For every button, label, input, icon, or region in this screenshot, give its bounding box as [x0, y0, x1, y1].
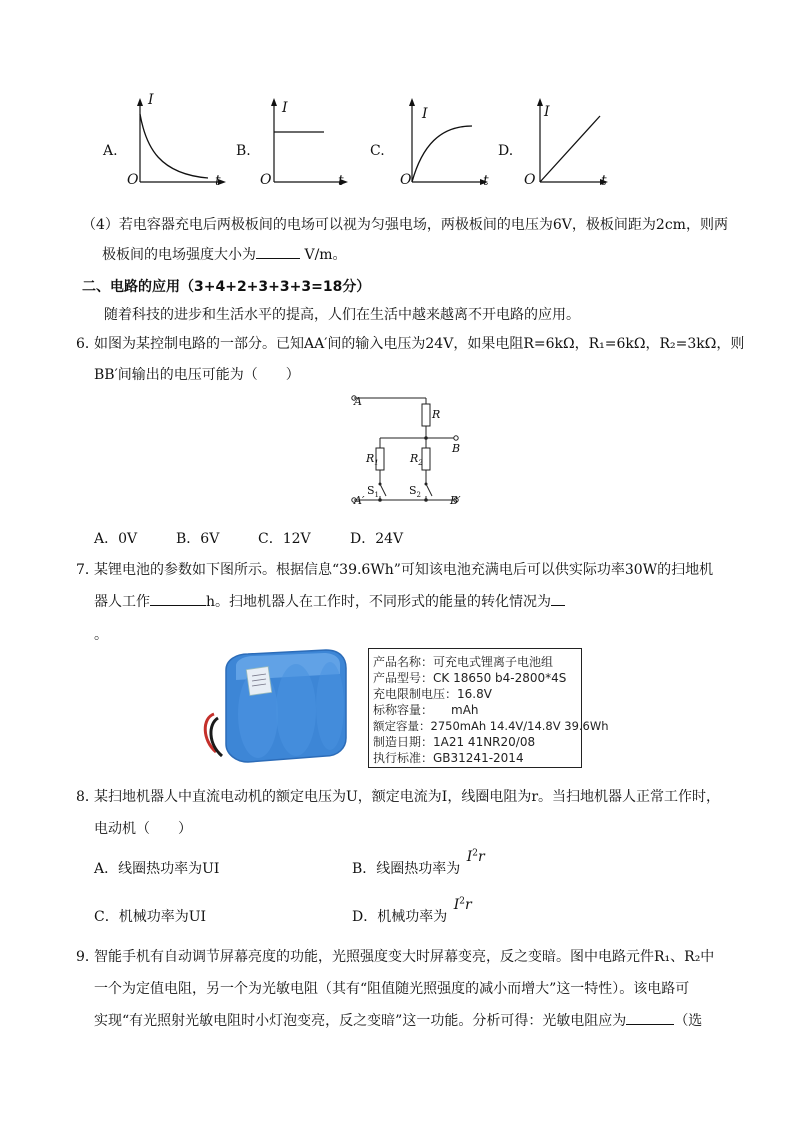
q8-option-b[interactable]: B．线圈热功率为 $I^2r$: [352, 848, 485, 877]
graph-a-y-label: I: [148, 92, 154, 108]
q8-option-c[interactable]: C．机械功率为UI: [94, 909, 207, 925]
q7-line3: 。: [94, 627, 108, 643]
q7-number: 7．: [76, 562, 99, 578]
circuit-label-R2: $R_2$: [410, 452, 423, 468]
q8-number: 8．: [76, 789, 99, 805]
nameplate-line-manufacture-date: 制造日期：1A21 41NR20/08: [373, 735, 536, 749]
q7-energy-blank[interactable]: [551, 591, 565, 606]
circuit-label-B-prime: B′: [450, 494, 461, 507]
q8-line1: 某扫地机器人中直流电动机的额定电压为U，额定电流为I，线圈电阻为r。当扫地机器人正常工作时，: [94, 789, 721, 805]
graph-a-label: A.: [103, 143, 118, 159]
q9-answer-blank[interactable]: [626, 1010, 674, 1025]
q6-number: 6．: [76, 336, 99, 352]
circuit-label-A: A: [354, 395, 362, 408]
graph-a-x-label: t: [215, 173, 221, 189]
q4-answer-blank[interactable]: [256, 244, 300, 259]
q9-line1: 智能手机有自动调节屏幕亮度的功能，光照强度变大时屏幕变亮，反之变暗。图中电路元件R₁、R₂中: [94, 949, 715, 965]
section-intro: 随着科技的进步和生活水平的提高，人们在生活中越来越离不开电路的应用。: [104, 307, 580, 323]
q7-hours-blank[interactable]: [150, 591, 206, 606]
graph-b-label: B.: [236, 143, 251, 159]
q9-line3-rest: （选: [674, 1013, 703, 1029]
q6-line1: 如图为某控制电路的一部分。已知AA′间的输入电压为24V，如果电阻R=6kΩ，R₁=6kΩ，R₂=3kΩ，则: [94, 336, 745, 352]
graph-b-origin: O: [260, 172, 272, 188]
circuit-label-S2: $S_2$: [409, 484, 422, 500]
circuit-label-R: R: [432, 408, 441, 421]
q4-line1: （4）若电容器充电后两极板间的电场可以视为匀强电场，两极板间的电压为6V，极板间距为2cm，则两: [82, 217, 728, 233]
nameplate-line-charge-voltage: 充电限制电压：16.8V: [373, 687, 492, 701]
q4-line2: [102, 244, 347, 264]
nameplate-line-product-name: 产品名称：可充电式锂离子电池组: [373, 655, 554, 669]
q6-option-d[interactable]: D．24V: [350, 531, 404, 547]
graph-a-origin: O: [127, 172, 139, 188]
q6-option-a[interactable]: A．0V: [94, 531, 138, 547]
graph-d-y-label: I: [544, 104, 550, 120]
q7-line1: 某锂电池的参数如下图所示。根据信息“39.6Wh”可知该电池充满电后可以供实际功率30W的扫地机: [94, 562, 714, 578]
graph-b-y-label: I: [282, 100, 288, 116]
nameplate-line-model: 产品型号：CK 18650 b4-2800*4S: [373, 671, 567, 685]
q4-unit: V/m。: [304, 247, 347, 263]
graph-c-x-label: t: [483, 173, 489, 189]
q8-option-a[interactable]: A．线圈热功率为UI: [94, 861, 220, 877]
q8-formula-b: $I^2r$: [466, 848, 485, 865]
graph-d-label: D.: [498, 143, 514, 159]
q7-line2: [94, 591, 565, 611]
q7-line2-text: 器人工作: [94, 594, 150, 610]
circuit-label-B: B: [452, 442, 461, 455]
section-title: 二、电路的应用（3+4+2+3+3+3=18分）: [82, 279, 371, 295]
q8-option-d[interactable]: D．机械功率为 $I^2r$: [352, 896, 472, 925]
q9-line2: 一个为定值电阻，另一个为光敏电阻（其有“阻值随光照强度的减小而增大”这一特性）。该电路可: [94, 981, 690, 997]
graph-a: [128, 96, 228, 188]
q6-option-b[interactable]: B．6V: [176, 531, 220, 547]
circuit-label-A-prime: A′: [354, 494, 365, 507]
q9-line3: [94, 1010, 702, 1030]
q6-option-c[interactable]: C．12V: [258, 531, 311, 547]
circuit-label-R1: $R_1$: [366, 452, 379, 468]
nameplate-line-standard: 执行标准：GB31241-2014: [373, 751, 524, 765]
circuit-label-S1: $S_1$: [367, 484, 380, 500]
q8-formula-d: $I^2r$: [453, 896, 472, 913]
q6-line2: BB′间输出的电压可能为（ ）: [94, 367, 300, 383]
graph-c-origin: O: [400, 172, 412, 188]
q7-line2-rest: h。扫地机器人在工作时，不同形式的能量的转化情况为: [206, 594, 552, 610]
q9-number: 9．: [76, 949, 99, 965]
graph-b-x-label: t: [338, 173, 344, 189]
graph-d-x-label: t: [601, 173, 607, 189]
nameplate-line-nominal-capacity: 标称容量： mAh: [373, 703, 479, 717]
q8-line2: 电动机（ ）: [94, 821, 192, 837]
q9-line3-text: 实现“有光照射光敏电阻时小灯泡变亮，反之变暗”这一功能。分析可得：光敏电阻应为: [94, 1013, 627, 1029]
graph-d-origin: O: [524, 172, 536, 188]
graph-b: [262, 96, 362, 188]
q4-line2-text: 极板间的电场强度大小为: [102, 247, 256, 263]
graph-c-y-label: I: [422, 106, 428, 122]
graph-d: [528, 96, 628, 188]
battery-pack-image: [196, 644, 356, 770]
battery-nameplate: [368, 648, 609, 768]
nameplate-line-rated-capacity: 额定容量：2750mAh 14.4V/14.8V 39.6Wh: [373, 719, 609, 733]
graph-c-label: C.: [370, 143, 385, 159]
